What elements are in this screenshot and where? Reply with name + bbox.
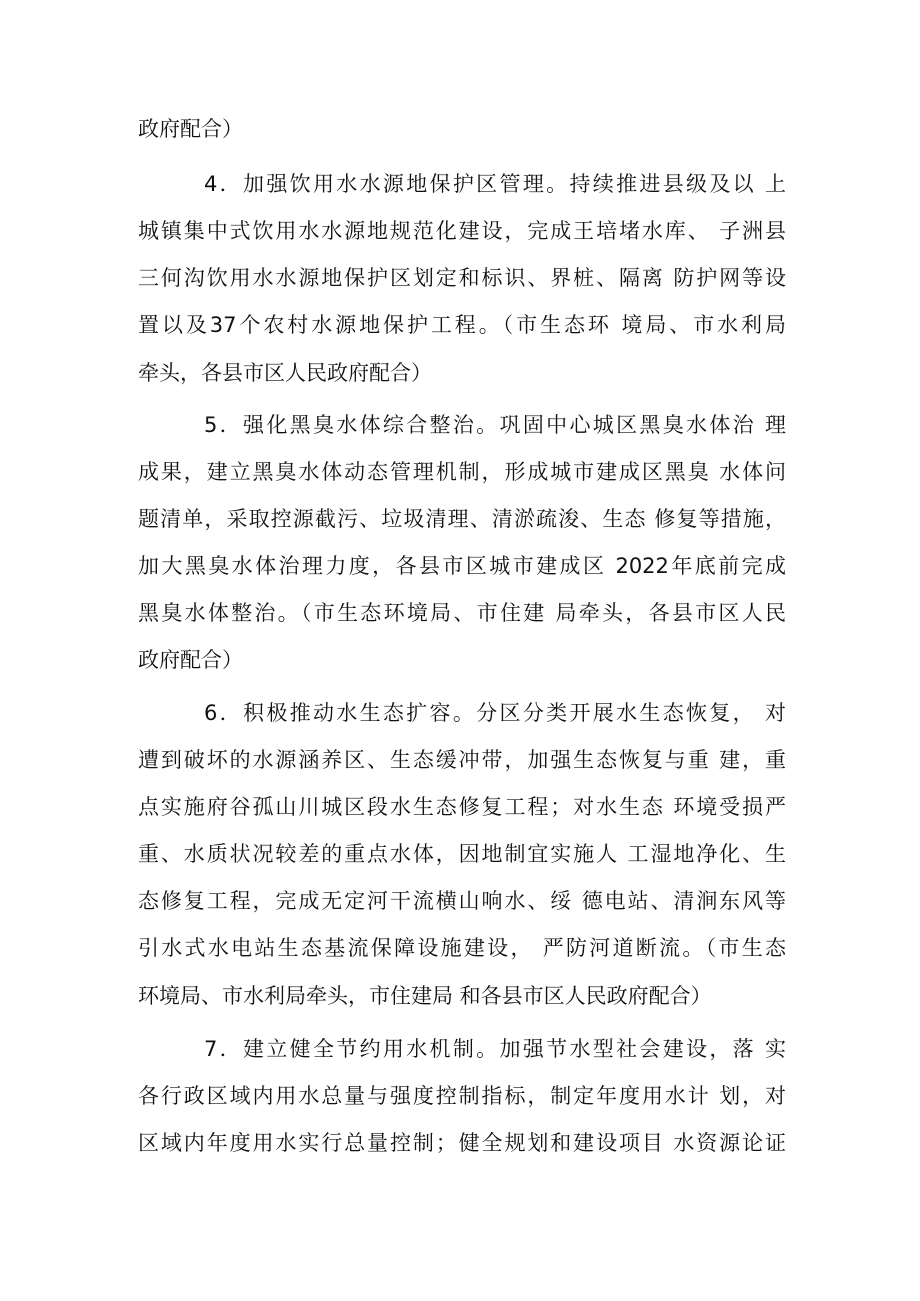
text-line: 遭到破坏的水源涵养区、生态缓冲带，加强生态恢复与重 建，重 [138,748,786,772]
text-line: 态修复工程，完成无定河干流横山响水、绥 德电站、清涧东风等 [138,889,786,913]
text-line: 政府配合） [138,648,243,672]
text-line: 各行政区域内用水总量与强度控制指标，制定年度用水计 划，对 [138,1084,786,1108]
paragraph-6-heading-line: 6．积极推动水生态扩容。分区分类开展水生态恢复， 对 [204,701,786,725]
text-line: 重、水质状况较差的重点水体，因地制宜实施人 工湿地净化、生 [138,842,786,866]
paragraph-5-heading-line: 5．强化黑臭水体综合整治。巩固中心城区黑臭水体治 理 [204,413,786,437]
text-line: 城镇集中式饮用水水源地规范化建设，完成王培堵水库、 子洲县 [138,219,786,243]
text-line: 点实施府谷孤山川城区段水生态修复工程；对水生态 环境受损严 [138,795,786,819]
text-line: 政府配合） [138,117,243,141]
text-line: 黑臭水体整治。（市生态环境局、市住建 局牵头，各县市区人民 [138,601,786,625]
text-line: 加大黑臭水体治理力度，各县市区城市建成区 2022年底前完成 [138,554,786,578]
text-line: 环境局、市水利局牵头，市住建局 和各县市区人民政府配合） [138,984,712,1008]
text-line: 引水式水电站生态基流保障设施建设， 严防河道断流。（市生态 [138,936,786,960]
paragraph-4-heading-line: 4．加强饮用水水源地保护区管理。持续推进县级及以 上 [204,172,786,196]
text-line: 三何沟饮用水水源地保护区划定和标识、界桩、隔离 防护网等设 [138,266,786,290]
text-line: 置以及37个农村水源地保护工程。（市生态环 境局、市水利局 [138,313,786,337]
text-line: 成果，建立黑臭水体动态管理机制，形成城市建成区黑臭 水体问 [138,460,786,484]
paragraph-7-heading-line: 7．建立健全节约用水机制。加强节水型社会建设，落 实 [204,1037,786,1061]
text-line: 区域内年度用水实行总量控制；健全规划和建设项目 水资源论证 [138,1131,786,1155]
text-line: 牵头，各县市区人民政府配合） [138,361,432,385]
text-line: 题清单，采取控源截污、垃圾清理、清淤疏浚、生态 修复等措施， [138,507,786,531]
